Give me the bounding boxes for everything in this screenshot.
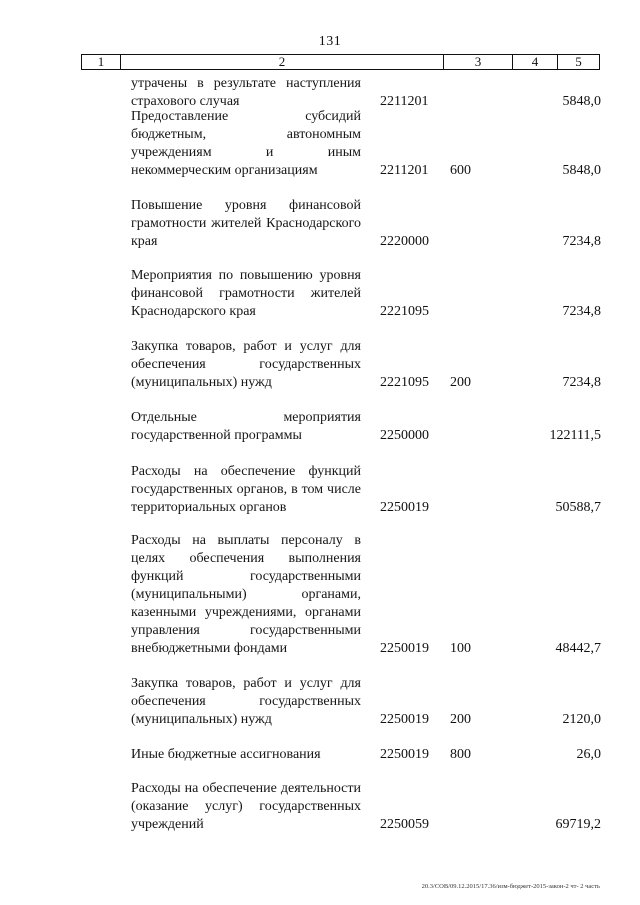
footer-document-path: 20.3/СОВ/09.12.2015/17.36/изм-бюджет-2015-закон-2 чт- 2 часть (421, 883, 600, 890)
row-amount: 7234,8 (562, 234, 601, 249)
row-code: 2250019 (380, 641, 429, 656)
row-code: 2250000 (380, 428, 429, 443)
table-row (0, 742, 640, 764)
row-description: Расходы на обеспечение функций государственных органов, в том числе территориальных органов (131, 464, 361, 515)
row-amount: 7234,8 (562, 304, 601, 319)
row-description: Закупка товаров, работ и услуг для обеспечения государственных (муниципальных) нужд (131, 339, 361, 390)
row-description: Закупка товаров, работ и услуг для обеспечения государственных (муниципальных) нужд (131, 676, 361, 727)
row-description: Повышение уровня финансовой грамотности жителей Краснодарского края (131, 198, 361, 249)
row-code: 2250019 (380, 712, 429, 727)
row-amount: 48442,7 (555, 641, 601, 656)
row-code: 2250019 (380, 747, 429, 762)
row-code: 2211201 (380, 94, 429, 109)
row-amount: 7234,8 (562, 375, 601, 390)
table-row (0, 70, 640, 111)
row-amount: 69719,2 (555, 817, 601, 832)
row-code: 2250059 (380, 817, 429, 832)
row-description: Расходы на выплаты персоналу в целях обеспечения выполнения функций государственными (муниципальными) органами, казенными учреждениями, органами управления государственными внебюджетными фондами (131, 533, 361, 656)
table-row (0, 192, 640, 251)
row-description: Отдельные мероприятия государственной программы (131, 410, 361, 443)
row-amount: 26,0 (576, 747, 601, 762)
row-description: Расходы на обеспечение деятельности (оказание услуг) государственных учреждений (131, 781, 361, 832)
header-col-5: 5 (558, 54, 600, 70)
row-code: 2220000 (380, 234, 429, 249)
header-col-1: 1 (81, 54, 121, 70)
row-description: Мероприятия по повышению уровня финансовой грамотности жителей Краснодарского края (131, 268, 361, 319)
page-number: 131 (318, 34, 342, 49)
row-amount: 50588,7 (555, 500, 601, 515)
row-code: 2211201 (380, 163, 429, 178)
row-amount: 5848,0 (562, 94, 601, 109)
row-expense-type: 200 (450, 375, 471, 390)
row-code: 2221095 (380, 375, 429, 390)
row-amount: 5848,0 (562, 163, 601, 178)
table-row (0, 530, 640, 658)
table-header (81, 54, 600, 70)
row-code: 2250019 (380, 500, 429, 515)
row-description: Предоставление субсидий бюджетным, автономным учреждениям и иным некоммерческим организациям (131, 109, 361, 178)
row-expense-type: 600 (450, 163, 471, 178)
row-expense-type: 200 (450, 712, 471, 727)
table-row (0, 109, 640, 180)
header-col-3: 3 (444, 54, 513, 70)
header-col-2: 2 (121, 54, 444, 70)
table-row (0, 405, 640, 445)
row-amount: 122111,5 (549, 428, 601, 443)
header-col-4: 4 (513, 54, 558, 70)
row-description: утрачены в результате наступления страхового случая (131, 76, 361, 109)
table-row (0, 263, 640, 321)
table-row (0, 670, 640, 729)
row-code: 2221095 (380, 304, 429, 319)
row-expense-type: 100 (450, 641, 471, 656)
table-row (0, 776, 640, 834)
row-expense-type: 800 (450, 747, 471, 762)
table-row (0, 458, 640, 517)
row-description: Иные бюджетные ассигнования (131, 747, 321, 762)
table-row (0, 334, 640, 392)
row-amount: 2120,0 (562, 712, 601, 727)
